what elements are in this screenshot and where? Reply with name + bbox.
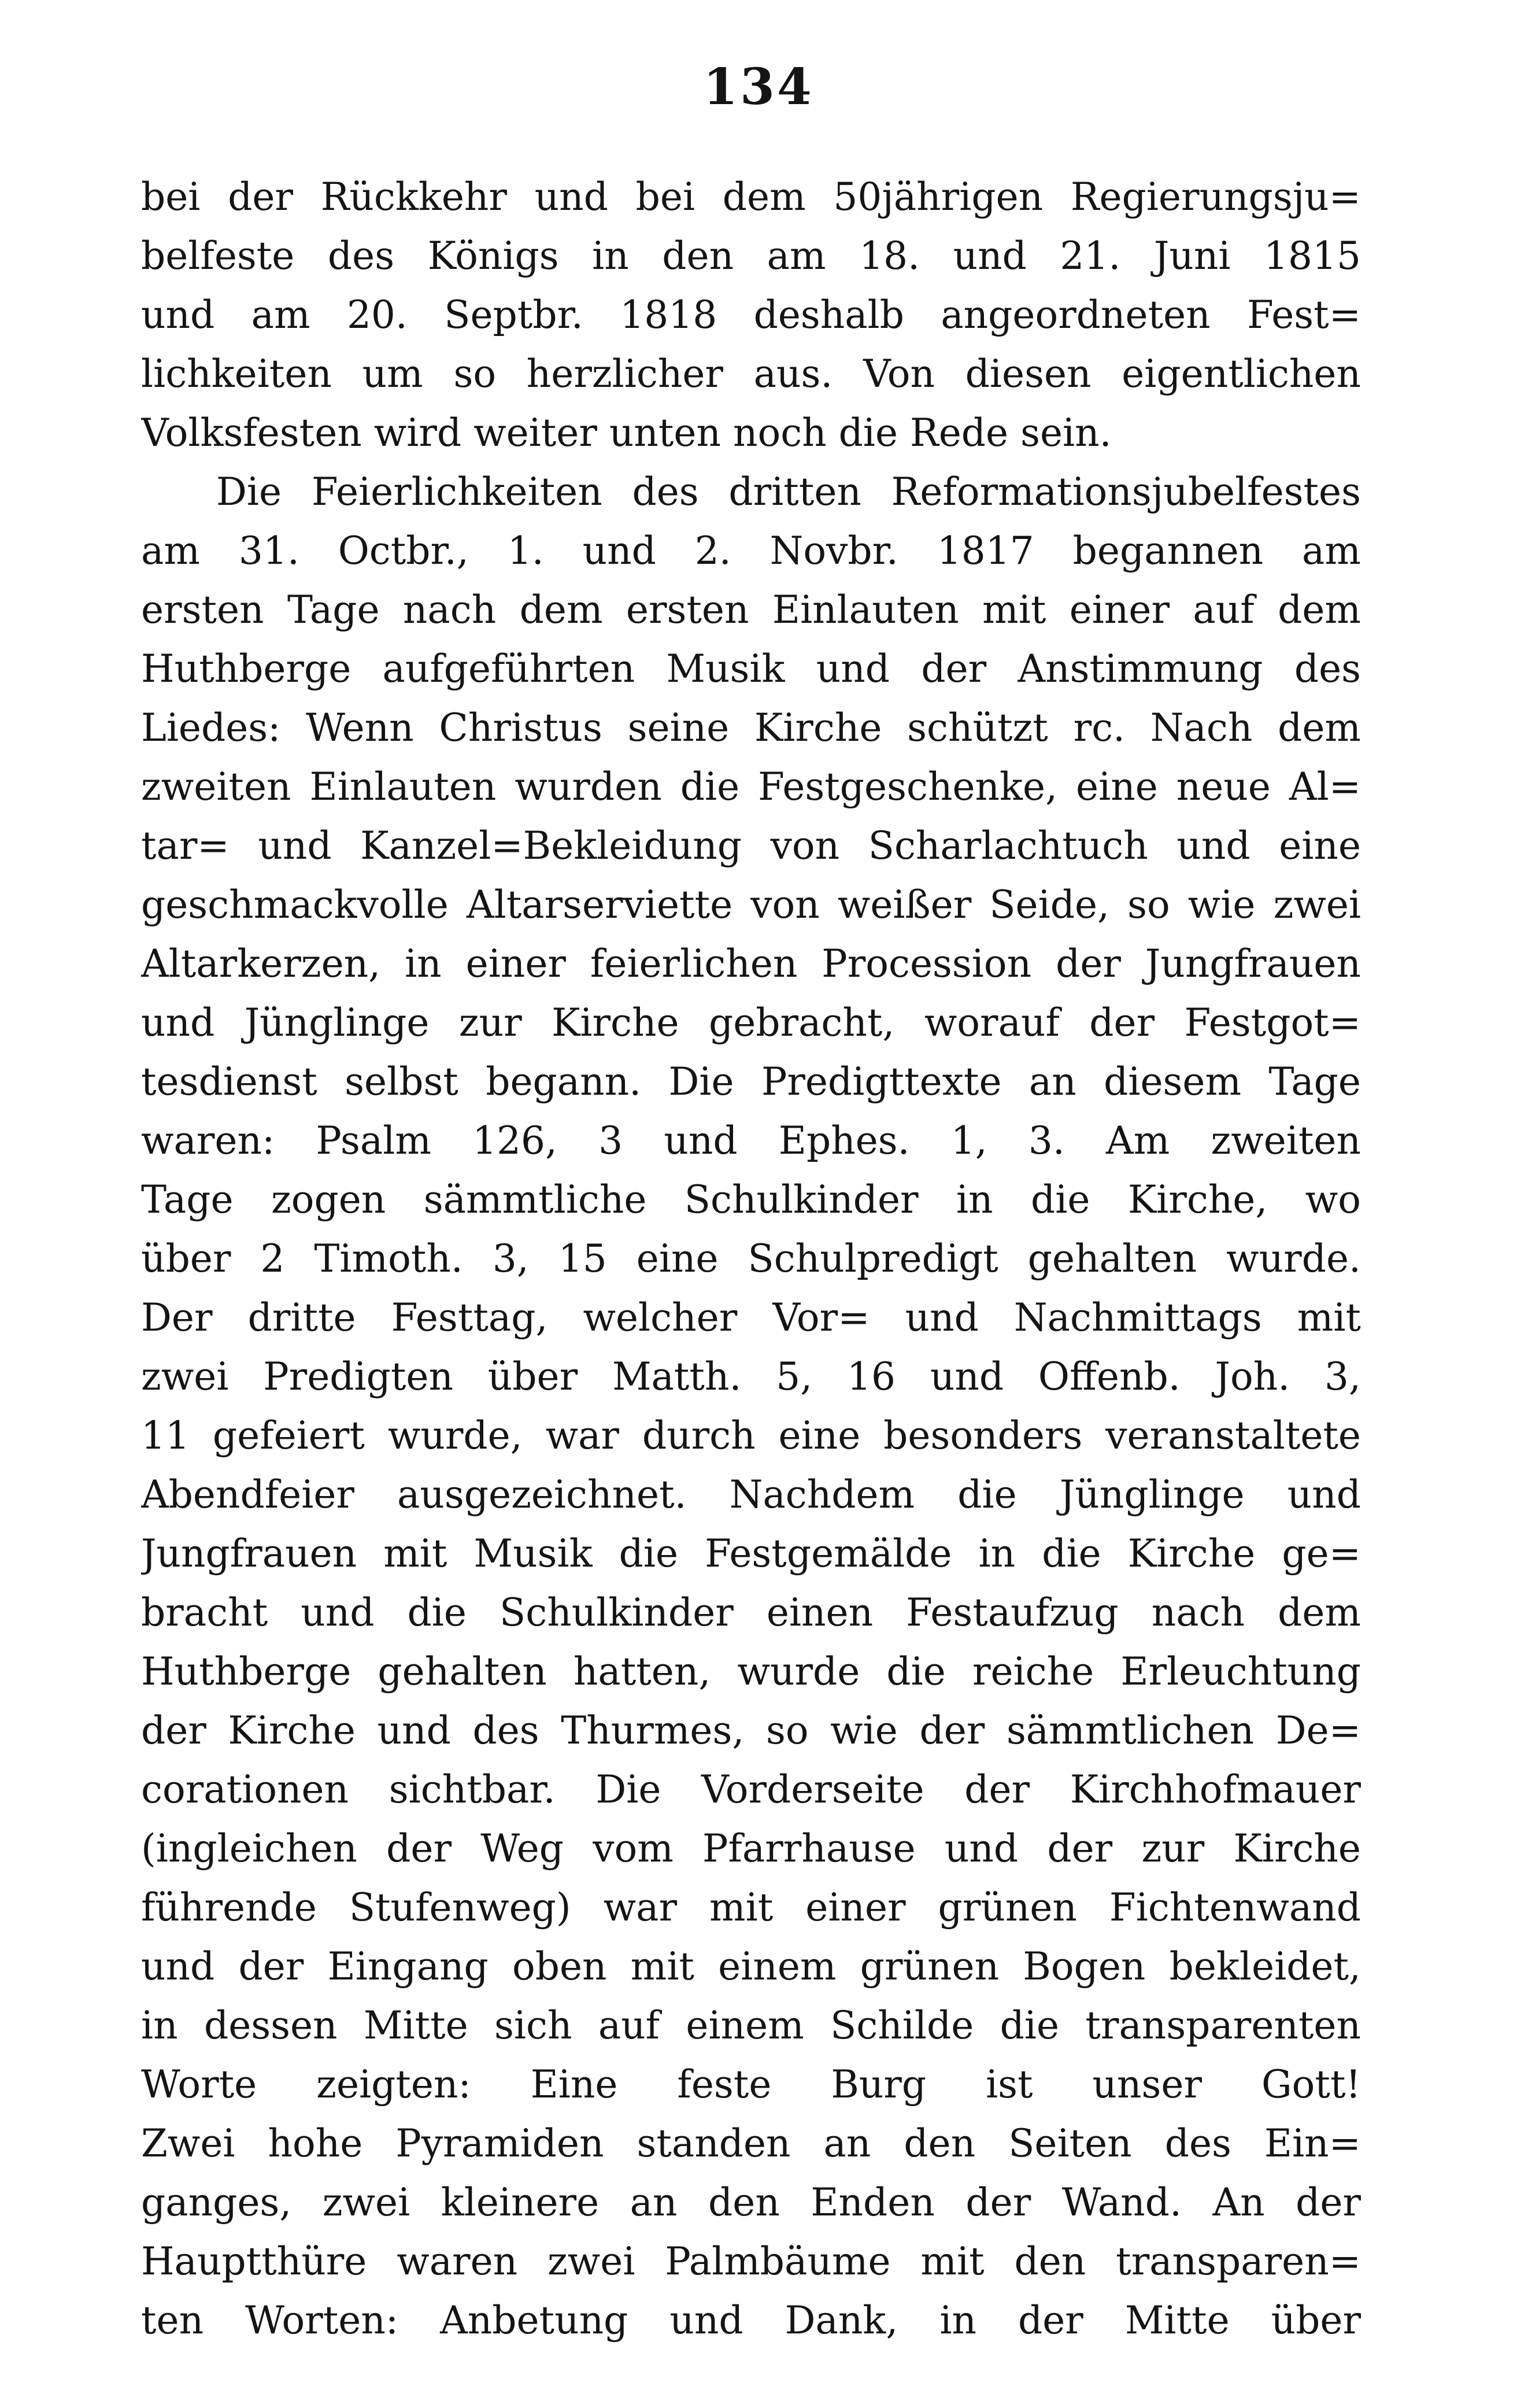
text-line: belfeste des Königs in den am 18. und 21. Juni 1815 (141, 234, 1361, 278)
text-line: Tage zogen sämmtliche Schulkinder in die Kirche, wo (141, 1177, 1361, 1222)
body-text (141, 168, 1361, 2350)
text-line: tesdienst selbst begann. Die Predigttexte an diesem Tage (141, 1059, 1361, 1104)
text-line: Jungfrauen mit Musik die Festgemälde in die Kirche ge= (141, 1531, 1361, 1576)
text-line: bei der Rückkehr und bei dem 50jährigen Regierungsju= (141, 175, 1361, 219)
text-line: der Kirche und des Thurmes, so wie der sämmtlichen De= (141, 1708, 1361, 1753)
text-line: lichkeiten um so herzlicher aus. Von diesen eigentlichen (141, 352, 1361, 396)
text-line: 11 gefeiert wurde, war durch eine besonders veranstaltete (141, 1413, 1361, 1458)
text-line: geschmackvolle Altarserviette von weißer Seide, so wie zwei (141, 882, 1361, 927)
text-line: Worte zeigten: Eine feste Burg ist unser Gott! (141, 2062, 1361, 2107)
text-line: und Jünglinge zur Kirche gebracht, worauf der Festgot= (141, 1000, 1361, 1045)
text-line: zweiten Einlauten wurden die Festgeschenke, eine neue Al= (141, 764, 1361, 809)
text-line: Abendfeier ausgezeichnet. Nachdem die Jünglinge und (141, 1472, 1361, 1517)
text-line: Liedes: Wenn Christus seine Kirche schützt rc. Nach dem (141, 706, 1361, 750)
text-line: Zwei hohe Pyramiden standen an den Seiten des Ein= (141, 2121, 1361, 2166)
text-line: (ingleichen der Weg vom Pfarrhause und der zur Kirche (141, 1826, 1361, 1871)
text-line: waren: Psalm 126, 3 und Ephes. 1, 3. Am zweiten (141, 1118, 1361, 1163)
paragraph-start-line: Die Feierlichkeiten des dritten Reformationsjubelfestes (216, 470, 1361, 514)
text-line: Volksfesten wird weiter unten noch die Rede sein. (141, 411, 1112, 455)
text-line: und am 20. Septbr. 1818 deshalb angeordneten Fest= (141, 293, 1361, 337)
text-line: zwei Predigten über Matth. 5, 16 und Offenb. Joh. 3, (141, 1354, 1361, 1399)
text-line: Altarkerzen, in einer feierlichen Procession der Jungfrauen (141, 941, 1361, 986)
text-line: Huthberge gehalten hatten, wurde die reiche Erleuchtung (141, 1649, 1361, 1694)
text-line: corationen sichtbar. Die Vorderseite der Kirchhofmauer (141, 1767, 1361, 1812)
text-line: und der Eingang oben mit einem grünen Bogen bekleidet, (141, 1944, 1361, 1989)
text-line: über 2 Timoth. 3, 15 eine Schulpredigt gehalten wurde. (141, 1236, 1361, 1281)
text-line: führende Stufenweg) war mit einer grünen Fichtenwand (141, 1885, 1361, 1930)
text-line: ganges, zwei kleinere an den Enden der Wand. An der (141, 2180, 1361, 2225)
text-line: am 31. Octbr., 1. und 2. Novbr. 1817 begannen am (141, 529, 1361, 573)
text-line: bracht und die Schulkinder einen Festaufzug nach dem (141, 1590, 1361, 1635)
text-line: Der dritte Festtag, welcher Vor= und Nachmittags mit (141, 1295, 1361, 1340)
text-line: tar= und Kanzel=Bekleidung von Scharlachtuch und eine (141, 823, 1361, 868)
text-line: Hauptthüre waren zwei Palmbäume mit den transparen= (141, 2239, 1361, 2284)
text-line: ten Worten: Anbetung und Dank, in der Mitte über (141, 2298, 1361, 2343)
text-line: in dessen Mitte sich auf einem Schilde die transparenten (141, 2003, 1361, 2048)
text-line: Huthberge aufgeführten Musik und der Anstimmung des (141, 647, 1361, 691)
text-line: ersten Tage nach dem ersten Einlauten mit einer auf dem (141, 588, 1361, 632)
page-number: 134 (703, 58, 814, 116)
